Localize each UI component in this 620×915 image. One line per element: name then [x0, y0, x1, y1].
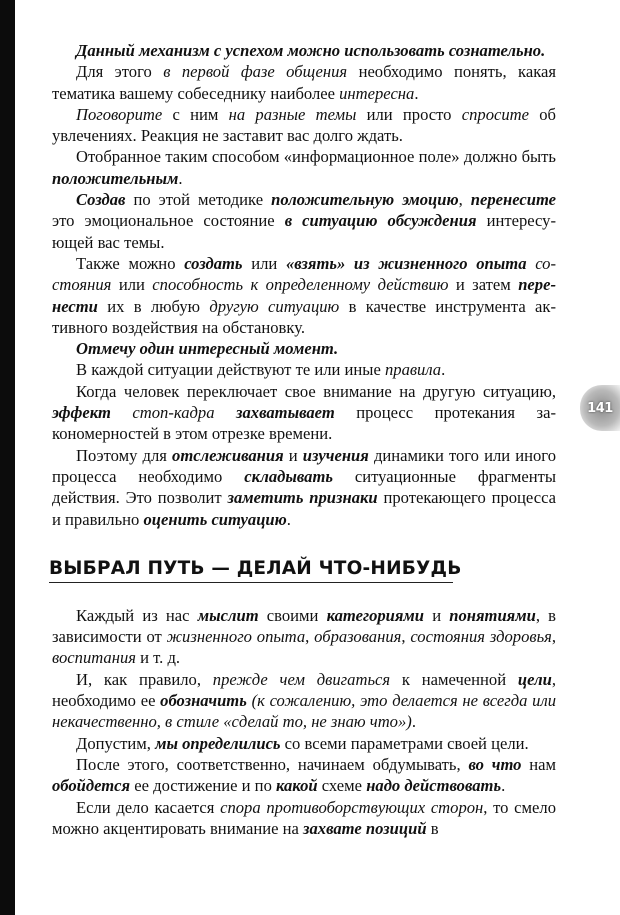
text-run: «взять» из жизненного опыта [285, 253, 527, 273]
text-run: Каждый из нас [76, 605, 198, 625]
paragraph [52, 40, 556, 61]
text-run: и затем [448, 275, 519, 295]
text-run: к намеченной [390, 669, 518, 689]
text-run: отслеживания [172, 445, 284, 465]
text-run: динамики того или иного процесса необходимо [52, 445, 556, 486]
text-run: мы определились [155, 733, 281, 753]
text-run [215, 403, 237, 422]
text-run: состояния здоровья [410, 627, 552, 647]
text-run: схеме [317, 776, 367, 796]
text-run: протекающего процесса и правильно [52, 488, 556, 529]
text-run: создать [184, 253, 243, 273]
text-run: правила [384, 360, 442, 380]
text-run: Если дело касается [76, 797, 221, 817]
text-run: (к сожалению, это делается не всегда или некачественно, в стиле «сделай то, не знаю что») [52, 691, 556, 732]
text-run: , [401, 627, 411, 647]
page-number-badge [580, 385, 620, 431]
text-run: . [441, 360, 446, 380]
text-run: , [305, 627, 315, 647]
text-run: в качестве инструмента активного воздействия на обстановку. [52, 296, 556, 337]
text-run: с ним [162, 104, 229, 124]
text-run: перенесите [470, 190, 557, 210]
text-run: Также можно [76, 253, 185, 273]
text-run: Отмечу один интересный момент. [76, 339, 339, 359]
text-run: . [414, 83, 419, 103]
paragraph [52, 381, 556, 445]
text-run: процесс протекания закономерностей в этом отрезке времени. [52, 403, 556, 444]
text-run: способность к определенному действию [152, 275, 449, 295]
paragraph [52, 733, 556, 754]
text-run: Данный механизм с успехом можно использовать сознательно. [76, 41, 546, 60]
text-run: необходимо понять, какая тематика вашему собеседнику наиболее [52, 62, 557, 103]
text-run: , [551, 627, 556, 647]
paragraph [52, 338, 556, 359]
text-run: В каждой ситуации действуют те или иные [76, 360, 385, 380]
paragraph [52, 445, 556, 530]
text-run: захватывает [236, 403, 335, 423]
text-run: . [286, 509, 291, 529]
text-run: , то смело можно акцентировать внимание на [52, 797, 556, 838]
text-run: Отобранное таким способом «информационное поле» должно быть [76, 147, 556, 167]
text-run: ситуационные фрагменты действия. Это позволит [52, 466, 557, 508]
text-run: эффект [52, 403, 111, 423]
text-run: состояния [52, 253, 556, 295]
text-section-bottom [52, 605, 556, 839]
text-run: . [178, 168, 183, 188]
text-run: положительным [52, 168, 179, 188]
text-run: оценить ситуацию [143, 509, 287, 529]
text-run: стоп-кадра [132, 403, 215, 423]
page-number: 141 [587, 400, 613, 416]
text-run: складывать [244, 466, 333, 486]
text-run: воспитания [52, 648, 136, 668]
text-run: их в любую [97, 296, 210, 316]
text-section-top [52, 40, 556, 530]
text-run: образования [314, 627, 402, 647]
paragraph [52, 61, 556, 104]
text-run: и т. д. [135, 648, 181, 668]
text-run: категориями [326, 605, 425, 625]
text-run: Когда человек переключает свое внимание на другую ситуацию, [76, 381, 556, 401]
text-run: прежде чем двигаться [212, 669, 391, 689]
text-run: После этого, соответственно, начинаем обдумывать, [76, 754, 469, 774]
text-run: захвате позиций [303, 818, 427, 838]
text-run: об увлечениях. Реакция не заставит вас долго ждать. [52, 104, 557, 146]
text-run: на разные темы [228, 104, 357, 124]
section-heading: ВЫБРАЛ ПУТЬ — ДЕЛАЙ ЧТО-НИБУДЬ [49, 558, 453, 583]
text-run: спросите [461, 104, 530, 124]
text-run: в [426, 818, 439, 838]
text-run: своими [258, 605, 327, 625]
text-run: Создав [76, 190, 126, 210]
text-run: Для этого [76, 62, 164, 82]
text-run [111, 403, 133, 422]
text-run: или [111, 275, 153, 295]
paragraph [52, 189, 556, 253]
text-run: , [458, 190, 471, 210]
text-run: другую ситуацию [209, 296, 340, 316]
paragraph [52, 797, 556, 840]
text-run: какой [276, 776, 318, 796]
text-run: по этой методике [125, 190, 272, 210]
text-run: Допустим, [76, 733, 156, 753]
text-run: обозначить [160, 691, 247, 711]
text-run: или [242, 253, 286, 273]
text-run: обойдется [52, 776, 131, 796]
text-run: или просто [356, 104, 462, 124]
text-run: в первой фазе общения [163, 62, 348, 82]
paragraph [52, 253, 556, 338]
text-run: заметить признаки [227, 488, 378, 508]
text-run: . [501, 776, 506, 796]
text-run: цели [517, 669, 552, 689]
text-run: , необходимо ее [52, 669, 556, 711]
text-run: и [283, 445, 303, 465]
text-run: нам [521, 754, 556, 774]
text-run: со всеми параметрами своей цели. [280, 733, 529, 753]
text-run: интересующей вас темы. [52, 211, 556, 252]
paragraph [52, 754, 556, 797]
text-run: ее достижение и по [130, 776, 277, 796]
text-run: положительную эмоцию [271, 190, 459, 210]
text-run: , в зависимости от [52, 605, 556, 647]
text-run: мыслит [197, 605, 259, 625]
text-run: во что [468, 754, 522, 774]
paragraph [52, 146, 556, 189]
paragraph [52, 605, 556, 669]
text-run: изучения [302, 445, 369, 465]
page-content [49, 40, 557, 839]
text-run: перенести [52, 275, 556, 316]
text-run: это эмоциональное состояние [52, 211, 285, 231]
text-run: Поговорите [76, 104, 163, 124]
text-run: спора противоборствующих сторон [220, 797, 484, 817]
text-run: . [411, 712, 416, 732]
text-run: и [424, 605, 450, 625]
text-run: надо действовать [366, 776, 502, 796]
page-edge-bar [0, 0, 15, 915]
text-run: в ситуацию обсуждения [284, 211, 477, 231]
text-run: жизненного опыта [166, 627, 306, 647]
text-run: интересна [339, 83, 415, 103]
text-run: понятиями [449, 605, 536, 625]
text-run: И, как правило, [76, 669, 213, 689]
paragraph [52, 359, 556, 380]
text-run: Поэтому для [76, 445, 173, 465]
paragraph [52, 104, 556, 147]
paragraph [52, 669, 556, 733]
